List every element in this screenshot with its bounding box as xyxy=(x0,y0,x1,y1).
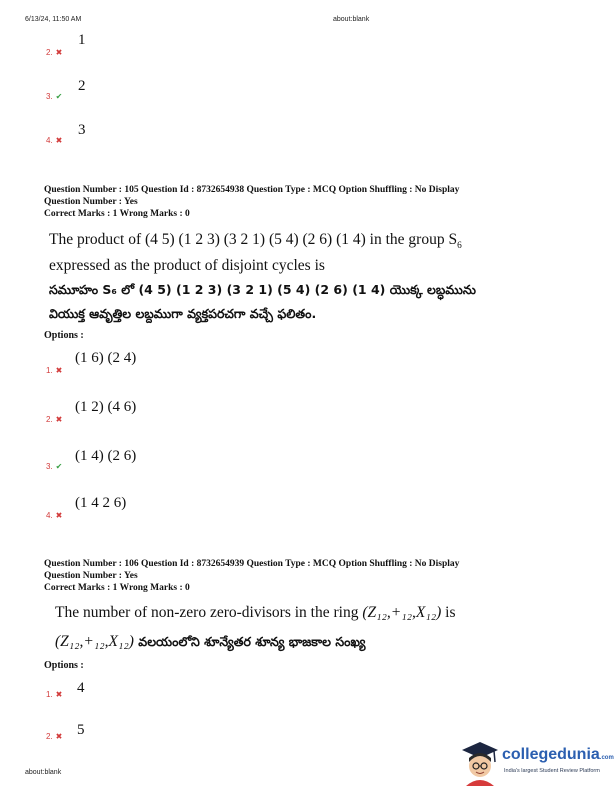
correct-icon: ✔ xyxy=(55,92,63,101)
option-number: 3. ✔ xyxy=(46,92,63,101)
subscript: 6 xyxy=(457,241,462,252)
prev-question-options xyxy=(44,32,124,152)
wrong-icon: ✖ xyxy=(55,415,63,424)
wrong-icon: ✖ xyxy=(55,366,63,375)
option-text: 3 xyxy=(78,122,86,138)
telugu-text-line: వియుక్త ఆవృత్తిల లబ్దముగా వ్యక్తపరచగా వచ్చే ఫలితం. xyxy=(49,306,317,321)
wrong-icon: ✖ xyxy=(55,690,63,699)
question-meta-line: Question Number : Yes xyxy=(44,571,138,581)
telugu-text-line: సమూహం S₆ లో (4 5) (1 2 3) (3 2 1) (5 4) (2 6) (1 4) యొక్క లబ్ధమును xyxy=(49,282,476,297)
question-meta-line: Correct Marks : 1 Wrong Marks : 0 xyxy=(44,209,190,219)
ring-expression: (Z₁₂,+₁₂,X₁₂) xyxy=(55,633,134,650)
question-text: The number of non-zero zero-divisors in the ring xyxy=(55,604,363,621)
option-number: 2. ✖ xyxy=(46,48,63,57)
question-106-options xyxy=(44,676,244,756)
option-number: 4. ✖ xyxy=(46,511,63,520)
wrong-icon: ✖ xyxy=(55,511,63,520)
option-number: 2. ✖ xyxy=(46,415,63,424)
option-number: 2. ✖ xyxy=(46,732,63,741)
question-meta-line: Correct Marks : 1 Wrong Marks : 0 xyxy=(44,583,190,593)
options-label: Options : xyxy=(44,330,84,341)
option-number: 1. ✖ xyxy=(46,366,63,375)
footer-url: about:blank xyxy=(25,769,62,776)
options-label: Options : xyxy=(44,660,84,671)
option-number: 4. ✖ xyxy=(46,136,63,145)
question-text-line: The product of (4 5) (1 2 3) (3 2 1) (5 4) (2 6) (1 4) in the group S xyxy=(49,231,458,248)
option-text: (1 4 2 6) xyxy=(75,495,127,511)
question-text-line: expressed as the product of disjoint cycles is xyxy=(49,257,325,275)
question-106-text xyxy=(55,603,595,622)
question-text: is xyxy=(441,604,456,621)
question-105-options xyxy=(44,346,244,526)
option-number: 3. ✔ xyxy=(46,462,63,471)
wrong-icon: ✖ xyxy=(55,732,63,741)
question-meta-line: Question Number : Yes xyxy=(44,197,138,207)
option-text: 2 xyxy=(78,78,86,94)
question-106-meta xyxy=(44,558,584,594)
option-text: 4 xyxy=(77,680,85,696)
question-meta-line: Question Number : 106 Question Id : 8732654939 Question Type : MCQ Option Shuffling : No Display xyxy=(44,559,460,569)
question-105-meta xyxy=(44,184,584,220)
logo-tagline: India's largest Student Review Platform xyxy=(504,768,600,774)
option-text: 5 xyxy=(77,722,85,738)
correct-icon: ✔ xyxy=(55,462,63,471)
telugu-text: వలయంలోని శూన్యేతర శూన్య భాజకాల సంఖ్య xyxy=(133,634,366,649)
question-105-telugu xyxy=(49,278,589,326)
option-text: (1 4) (2 6) xyxy=(75,448,137,464)
wrong-icon: ✖ xyxy=(55,136,63,145)
option-number: 1. ✖ xyxy=(46,690,63,699)
question-106-telugu xyxy=(55,632,595,653)
collegedunia-logo xyxy=(458,738,614,788)
ring-expression: (Z₁₂,+₁₂,X₁₂) xyxy=(362,604,442,621)
option-text: (1 2) (4 6) xyxy=(75,399,137,415)
mascot-icon xyxy=(458,740,500,786)
option-text: (1 6) (2 4) xyxy=(75,350,137,366)
question-meta-line: Question Number : 105 Question Id : 8732654938 Question Type : MCQ Option Shuffling : No Display xyxy=(44,185,460,195)
print-url: about:blank xyxy=(333,16,370,23)
option-text: 1 xyxy=(78,32,86,48)
logo-wordmark: collegedunia.com xyxy=(502,746,614,763)
print-timestamp: 6/13/24, 11:50 AM xyxy=(25,16,82,23)
wrong-icon: ✖ xyxy=(55,48,63,57)
question-105-text xyxy=(49,230,589,275)
